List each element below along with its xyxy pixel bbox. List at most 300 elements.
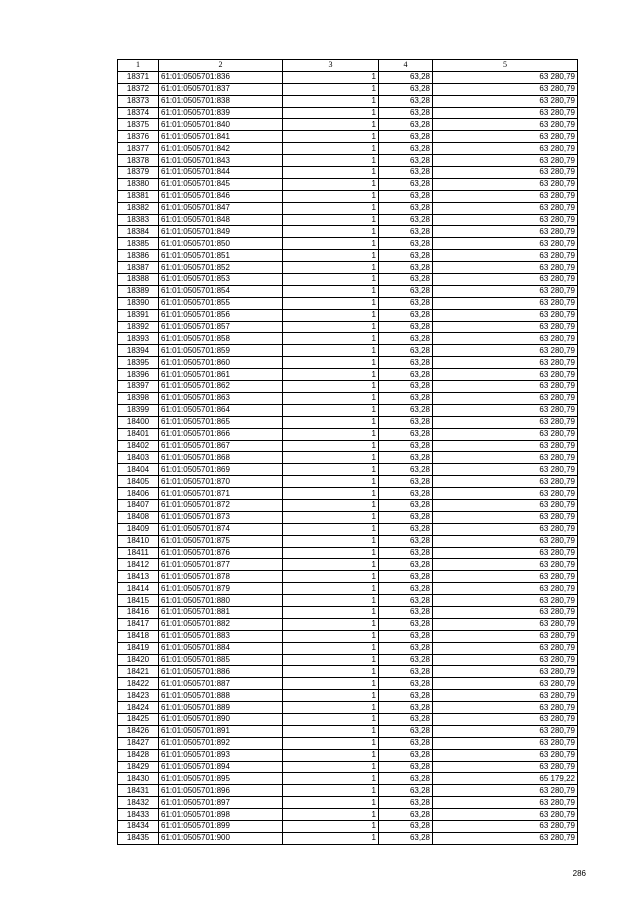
quantity-cell: 1	[283, 285, 379, 297]
quantity-cell: 1	[283, 749, 379, 761]
value-cell: 63 280,79	[433, 630, 578, 642]
table-row	[118, 559, 578, 571]
cadastral-number-cell: 61:01:0505701:862	[159, 381, 283, 393]
quantity-cell: 1	[283, 250, 379, 262]
area-cell: 63,28	[379, 725, 433, 737]
row-number-cell: 18392	[118, 321, 159, 333]
area-cell: 63,28	[379, 226, 433, 238]
value-cell: 63 280,79	[433, 642, 578, 654]
area-cell: 63,28	[379, 202, 433, 214]
value-cell: 63 280,79	[433, 143, 578, 155]
table-row	[118, 476, 578, 488]
cadastral-number-cell: 61:01:0505701:854	[159, 285, 283, 297]
row-number-cell: 18403	[118, 452, 159, 464]
cadastral-number-cell: 61:01:0505701:891	[159, 725, 283, 737]
area-cell: 63,28	[379, 155, 433, 167]
quantity-cell: 1	[283, 95, 379, 107]
value-cell: 63 280,79	[433, 488, 578, 500]
row-number-cell: 18407	[118, 499, 159, 511]
area-cell: 63,28	[379, 262, 433, 274]
cadastral-number-cell: 61:01:0505701:856	[159, 309, 283, 321]
cadastral-number-cell: 61:01:0505701:886	[159, 666, 283, 678]
value-cell: 63 280,79	[433, 369, 578, 381]
table-row	[118, 369, 578, 381]
cadastral-number-cell: 61:01:0505701:881	[159, 606, 283, 618]
table-row	[118, 440, 578, 452]
quantity-cell: 1	[283, 309, 379, 321]
area-cell: 63,28	[379, 369, 433, 381]
row-number-cell: 18420	[118, 654, 159, 666]
quantity-cell: 1	[283, 178, 379, 190]
table-row	[118, 725, 578, 737]
area-cell: 63,28	[379, 309, 433, 321]
row-number-cell: 18389	[118, 285, 159, 297]
cadastral-number-cell: 61:01:0505701:850	[159, 238, 283, 250]
area-cell: 63,28	[379, 297, 433, 309]
cadastral-number-cell: 61:01:0505701:878	[159, 571, 283, 583]
quantity-cell: 1	[283, 797, 379, 809]
area-cell: 63,28	[379, 250, 433, 262]
value-cell: 63 280,79	[433, 107, 578, 119]
table-row	[118, 713, 578, 725]
quantity-cell: 1	[283, 381, 379, 393]
table-row	[118, 749, 578, 761]
value-cell: 63 280,79	[433, 297, 578, 309]
cadastral-number-cell: 61:01:0505701:851	[159, 250, 283, 262]
value-cell: 63 280,79	[433, 190, 578, 202]
table-row	[118, 238, 578, 250]
row-number-cell: 18397	[118, 381, 159, 393]
table-row	[118, 523, 578, 535]
cadastral-number-cell: 61:01:0505701:844	[159, 167, 283, 179]
quantity-cell: 1	[283, 606, 379, 618]
cadastral-number-cell: 61:01:0505701:838	[159, 95, 283, 107]
area-cell: 63,28	[379, 357, 433, 369]
cadastral-number-cell: 61:01:0505701:863	[159, 392, 283, 404]
value-cell: 63 280,79	[433, 202, 578, 214]
table-row	[118, 511, 578, 523]
value-cell: 63 280,79	[433, 262, 578, 274]
row-number-cell: 18394	[118, 345, 159, 357]
quantity-cell: 1	[283, 357, 379, 369]
area-cell: 63,28	[379, 452, 433, 464]
area-cell: 63,28	[379, 274, 433, 286]
area-cell: 63,28	[379, 690, 433, 702]
table-row	[118, 357, 578, 369]
row-number-cell: 18377	[118, 143, 159, 155]
row-number-cell: 18406	[118, 488, 159, 500]
value-cell: 63 280,79	[433, 559, 578, 571]
row-number-cell: 18421	[118, 666, 159, 678]
value-cell: 63 280,79	[433, 250, 578, 262]
row-number-cell: 18418	[118, 630, 159, 642]
value-cell: 63 280,79	[433, 499, 578, 511]
table-row	[118, 464, 578, 476]
cadastral-number-cell: 61:01:0505701:855	[159, 297, 283, 309]
table-row	[118, 571, 578, 583]
table-row	[118, 381, 578, 393]
cadastral-number-cell: 61:01:0505701:877	[159, 559, 283, 571]
row-number-cell: 18380	[118, 178, 159, 190]
table-row	[118, 832, 578, 844]
quantity-cell: 1	[283, 226, 379, 238]
row-number-cell: 18386	[118, 250, 159, 262]
area-cell: 63,28	[379, 392, 433, 404]
cadastral-number-cell: 61:01:0505701:861	[159, 369, 283, 381]
cadastral-number-cell: 61:01:0505701:865	[159, 416, 283, 428]
value-cell: 63 280,79	[433, 832, 578, 844]
table-row	[118, 690, 578, 702]
area-cell: 63,28	[379, 595, 433, 607]
quantity-cell: 1	[283, 143, 379, 155]
area-cell: 63,28	[379, 143, 433, 155]
table-row	[118, 190, 578, 202]
value-cell: 63 280,79	[433, 654, 578, 666]
row-number-cell: 18408	[118, 511, 159, 523]
table-row	[118, 809, 578, 821]
value-cell: 63 280,79	[433, 119, 578, 131]
table-row	[118, 583, 578, 595]
value-cell: 63 280,79	[433, 476, 578, 488]
column-header-3: 3	[283, 60, 379, 72]
table-row	[118, 785, 578, 797]
cadastral-number-cell: 61:01:0505701:864	[159, 404, 283, 416]
quantity-cell: 1	[283, 369, 379, 381]
area-cell: 63,28	[379, 571, 433, 583]
row-number-cell: 18384	[118, 226, 159, 238]
quantity-cell: 1	[283, 119, 379, 131]
cadastral-number-cell: 61:01:0505701:889	[159, 702, 283, 714]
value-cell: 63 280,79	[433, 131, 578, 143]
cadastral-number-cell: 61:01:0505701:885	[159, 654, 283, 666]
value-cell: 63 280,79	[433, 345, 578, 357]
row-number-cell: 18374	[118, 107, 159, 119]
value-cell: 63 280,79	[433, 821, 578, 833]
value-cell: 63 280,79	[433, 511, 578, 523]
quantity-cell: 1	[283, 428, 379, 440]
row-number-cell: 18391	[118, 309, 159, 321]
area-cell: 63,28	[379, 107, 433, 119]
row-number-cell: 18432	[118, 797, 159, 809]
quantity-cell: 1	[283, 654, 379, 666]
cadastral-number-cell: 61:01:0505701:857	[159, 321, 283, 333]
quantity-cell: 1	[283, 321, 379, 333]
table-row	[118, 95, 578, 107]
cadastral-number-cell: 61:01:0505701:859	[159, 345, 283, 357]
data-table	[117, 59, 578, 845]
value-cell: 63 280,79	[433, 238, 578, 250]
quantity-cell: 1	[283, 499, 379, 511]
row-number-cell: 18379	[118, 167, 159, 179]
cadastral-number-cell: 61:01:0505701:837	[159, 83, 283, 95]
area-cell: 63,28	[379, 702, 433, 714]
row-number-cell: 18399	[118, 404, 159, 416]
quantity-cell: 1	[283, 832, 379, 844]
quantity-cell: 1	[283, 761, 379, 773]
table-row	[118, 618, 578, 630]
value-cell: 63 280,79	[433, 155, 578, 167]
cadastral-number-cell: 61:01:0505701:875	[159, 535, 283, 547]
quantity-cell: 1	[283, 131, 379, 143]
value-cell: 63 280,79	[433, 535, 578, 547]
row-number-cell: 18425	[118, 713, 159, 725]
cadastral-number-cell: 61:01:0505701:887	[159, 678, 283, 690]
row-number-cell: 18417	[118, 618, 159, 630]
area-cell: 63,28	[379, 499, 433, 511]
quantity-cell: 1	[283, 464, 379, 476]
column-header-5: 5	[433, 60, 578, 72]
cadastral-number-cell: 61:01:0505701:890	[159, 713, 283, 725]
table-row	[118, 285, 578, 297]
quantity-cell: 1	[283, 678, 379, 690]
row-number-cell: 18419	[118, 642, 159, 654]
table-row	[118, 535, 578, 547]
value-cell: 63 280,79	[433, 309, 578, 321]
quantity-cell: 1	[283, 785, 379, 797]
row-number-cell: 18387	[118, 262, 159, 274]
table-row	[118, 297, 578, 309]
quantity-cell: 1	[283, 83, 379, 95]
row-number-cell: 18372	[118, 83, 159, 95]
row-number-cell: 18382	[118, 202, 159, 214]
table-row	[118, 119, 578, 131]
row-number-cell: 18375	[118, 119, 159, 131]
table-row	[118, 428, 578, 440]
cadastral-number-cell: 61:01:0505701:848	[159, 214, 283, 226]
row-number-cell: 18378	[118, 155, 159, 167]
area-cell: 63,28	[379, 654, 433, 666]
row-number-cell: 18428	[118, 749, 159, 761]
quantity-cell: 1	[283, 702, 379, 714]
row-number-cell: 18435	[118, 832, 159, 844]
row-number-cell: 18393	[118, 333, 159, 345]
table-row	[118, 274, 578, 286]
cadastral-number-cell: 61:01:0505701:892	[159, 737, 283, 749]
table-row	[118, 404, 578, 416]
table-row	[118, 702, 578, 714]
quantity-cell: 1	[283, 214, 379, 226]
column-header-2: 2	[159, 60, 283, 72]
table-row	[118, 606, 578, 618]
area-cell: 63,28	[379, 737, 433, 749]
area-cell: 63,28	[379, 821, 433, 833]
row-number-cell: 18390	[118, 297, 159, 309]
cadastral-number-cell: 61:01:0505701:882	[159, 618, 283, 630]
row-number-cell: 18430	[118, 773, 159, 785]
quantity-cell: 1	[283, 155, 379, 167]
quantity-cell: 1	[283, 297, 379, 309]
table-row	[118, 392, 578, 404]
table-row	[118, 547, 578, 559]
table-row	[118, 226, 578, 238]
row-number-cell: 18371	[118, 71, 159, 83]
column-header-4: 4	[379, 60, 433, 72]
table-row	[118, 488, 578, 500]
row-number-cell: 18413	[118, 571, 159, 583]
value-cell: 63 280,79	[433, 333, 578, 345]
area-cell: 63,28	[379, 547, 433, 559]
area-cell: 63,28	[379, 476, 433, 488]
value-cell: 63 280,79	[433, 749, 578, 761]
table-row	[118, 737, 578, 749]
area-cell: 63,28	[379, 131, 433, 143]
cadastral-number-cell: 61:01:0505701:849	[159, 226, 283, 238]
column-header-1: 1	[118, 60, 159, 72]
value-cell: 63 280,79	[433, 666, 578, 678]
row-number-cell: 18410	[118, 535, 159, 547]
table-row	[118, 499, 578, 511]
table-row	[118, 250, 578, 262]
cadastral-number-cell: 61:01:0505701:843	[159, 155, 283, 167]
cadastral-number-cell: 61:01:0505701:883	[159, 630, 283, 642]
table-row	[118, 821, 578, 833]
row-number-cell: 18415	[118, 595, 159, 607]
value-cell: 63 280,79	[433, 452, 578, 464]
table-row	[118, 155, 578, 167]
value-cell: 63 280,79	[433, 737, 578, 749]
area-cell: 63,28	[379, 583, 433, 595]
row-number-cell: 18376	[118, 131, 159, 143]
table-row	[118, 630, 578, 642]
area-cell: 63,28	[379, 809, 433, 821]
row-number-cell: 18373	[118, 95, 159, 107]
table-body	[118, 71, 578, 844]
cadastral-number-cell: 61:01:0505701:860	[159, 357, 283, 369]
value-cell: 63 280,79	[433, 725, 578, 737]
value-cell: 63 280,79	[433, 797, 578, 809]
value-cell: 63 280,79	[433, 523, 578, 535]
row-number-cell: 18423	[118, 690, 159, 702]
table-row	[118, 131, 578, 143]
cadastral-number-cell: 61:01:0505701:852	[159, 262, 283, 274]
value-cell: 63 280,79	[433, 83, 578, 95]
area-cell: 63,28	[379, 773, 433, 785]
row-number-cell: 18388	[118, 274, 159, 286]
quantity-cell: 1	[283, 392, 379, 404]
row-number-cell: 18381	[118, 190, 159, 202]
row-number-cell: 18385	[118, 238, 159, 250]
area-cell: 63,28	[379, 95, 433, 107]
value-cell: 63 280,79	[433, 785, 578, 797]
table-row	[118, 143, 578, 155]
cadastral-number-cell: 61:01:0505701:895	[159, 773, 283, 785]
value-cell: 63 280,79	[433, 547, 578, 559]
row-number-cell: 18404	[118, 464, 159, 476]
cadastral-number-cell: 61:01:0505701:898	[159, 809, 283, 821]
row-number-cell: 18422	[118, 678, 159, 690]
value-cell: 63 280,79	[433, 71, 578, 83]
page-number: 286	[572, 869, 586, 878]
cadastral-number-cell: 61:01:0505701:880	[159, 595, 283, 607]
quantity-cell: 1	[283, 452, 379, 464]
value-cell: 63 280,79	[433, 226, 578, 238]
row-number-cell: 18431	[118, 785, 159, 797]
cadastral-number-cell: 61:01:0505701:858	[159, 333, 283, 345]
table-row	[118, 107, 578, 119]
row-number-cell: 18401	[118, 428, 159, 440]
table-row	[118, 678, 578, 690]
area-cell: 63,28	[379, 797, 433, 809]
quantity-cell: 1	[283, 511, 379, 523]
cadastral-number-cell: 61:01:0505701:871	[159, 488, 283, 500]
cadastral-number-cell: 61:01:0505701:888	[159, 690, 283, 702]
quantity-cell: 1	[283, 690, 379, 702]
table-row	[118, 202, 578, 214]
cadastral-number-cell: 61:01:0505701:899	[159, 821, 283, 833]
quantity-cell: 1	[283, 238, 379, 250]
area-cell: 63,28	[379, 642, 433, 654]
row-number-cell: 18416	[118, 606, 159, 618]
area-cell: 63,28	[379, 83, 433, 95]
table-row	[118, 761, 578, 773]
cadastral-number-cell: 61:01:0505701:866	[159, 428, 283, 440]
value-cell: 63 280,79	[433, 428, 578, 440]
cadastral-number-cell: 61:01:0505701:847	[159, 202, 283, 214]
cadastral-number-cell: 61:01:0505701:876	[159, 547, 283, 559]
cadastral-number-cell: 61:01:0505701:846	[159, 190, 283, 202]
area-cell: 63,28	[379, 630, 433, 642]
value-cell: 63 280,79	[433, 381, 578, 393]
row-number-cell: 18400	[118, 416, 159, 428]
quantity-cell: 1	[283, 725, 379, 737]
value-cell: 63 280,79	[433, 595, 578, 607]
quantity-cell: 1	[283, 571, 379, 583]
area-cell: 63,28	[379, 523, 433, 535]
cadastral-number-cell: 61:01:0505701:896	[159, 785, 283, 797]
value-cell: 63 280,79	[433, 809, 578, 821]
area-cell: 63,28	[379, 535, 433, 547]
area-cell: 63,28	[379, 428, 433, 440]
row-number-cell: 18424	[118, 702, 159, 714]
area-cell: 63,28	[379, 618, 433, 630]
area-cell: 63,28	[379, 440, 433, 452]
cadastral-number-cell: 61:01:0505701:867	[159, 440, 283, 452]
value-cell: 63 280,79	[433, 167, 578, 179]
row-number-cell: 18395	[118, 357, 159, 369]
quantity-cell: 1	[283, 713, 379, 725]
cadastral-number-cell: 61:01:0505701:836	[159, 71, 283, 83]
area-cell: 63,28	[379, 285, 433, 297]
quantity-cell: 1	[283, 71, 379, 83]
value-cell: 63 280,79	[433, 178, 578, 190]
row-number-cell: 18383	[118, 214, 159, 226]
table-row	[118, 345, 578, 357]
row-number-cell: 18433	[118, 809, 159, 821]
quantity-cell: 1	[283, 523, 379, 535]
row-number-cell: 18426	[118, 725, 159, 737]
cadastral-number-cell: 61:01:0505701:869	[159, 464, 283, 476]
row-number-cell: 18411	[118, 547, 159, 559]
row-number-cell: 18398	[118, 392, 159, 404]
cadastral-number-cell: 61:01:0505701:894	[159, 761, 283, 773]
cadastral-number-cell: 61:01:0505701:884	[159, 642, 283, 654]
area-cell: 63,28	[379, 832, 433, 844]
table-row	[118, 797, 578, 809]
value-cell: 63 280,79	[433, 416, 578, 428]
row-number-cell: 18409	[118, 523, 159, 535]
area-cell: 63,28	[379, 381, 433, 393]
value-cell: 63 280,79	[433, 464, 578, 476]
area-cell: 63,28	[379, 178, 433, 190]
row-number-cell: 18427	[118, 737, 159, 749]
area-cell: 63,28	[379, 416, 433, 428]
table-row	[118, 642, 578, 654]
cadastral-number-cell: 61:01:0505701:893	[159, 749, 283, 761]
table-row	[118, 214, 578, 226]
table-row	[118, 262, 578, 274]
table-row	[118, 452, 578, 464]
table-row	[118, 71, 578, 83]
